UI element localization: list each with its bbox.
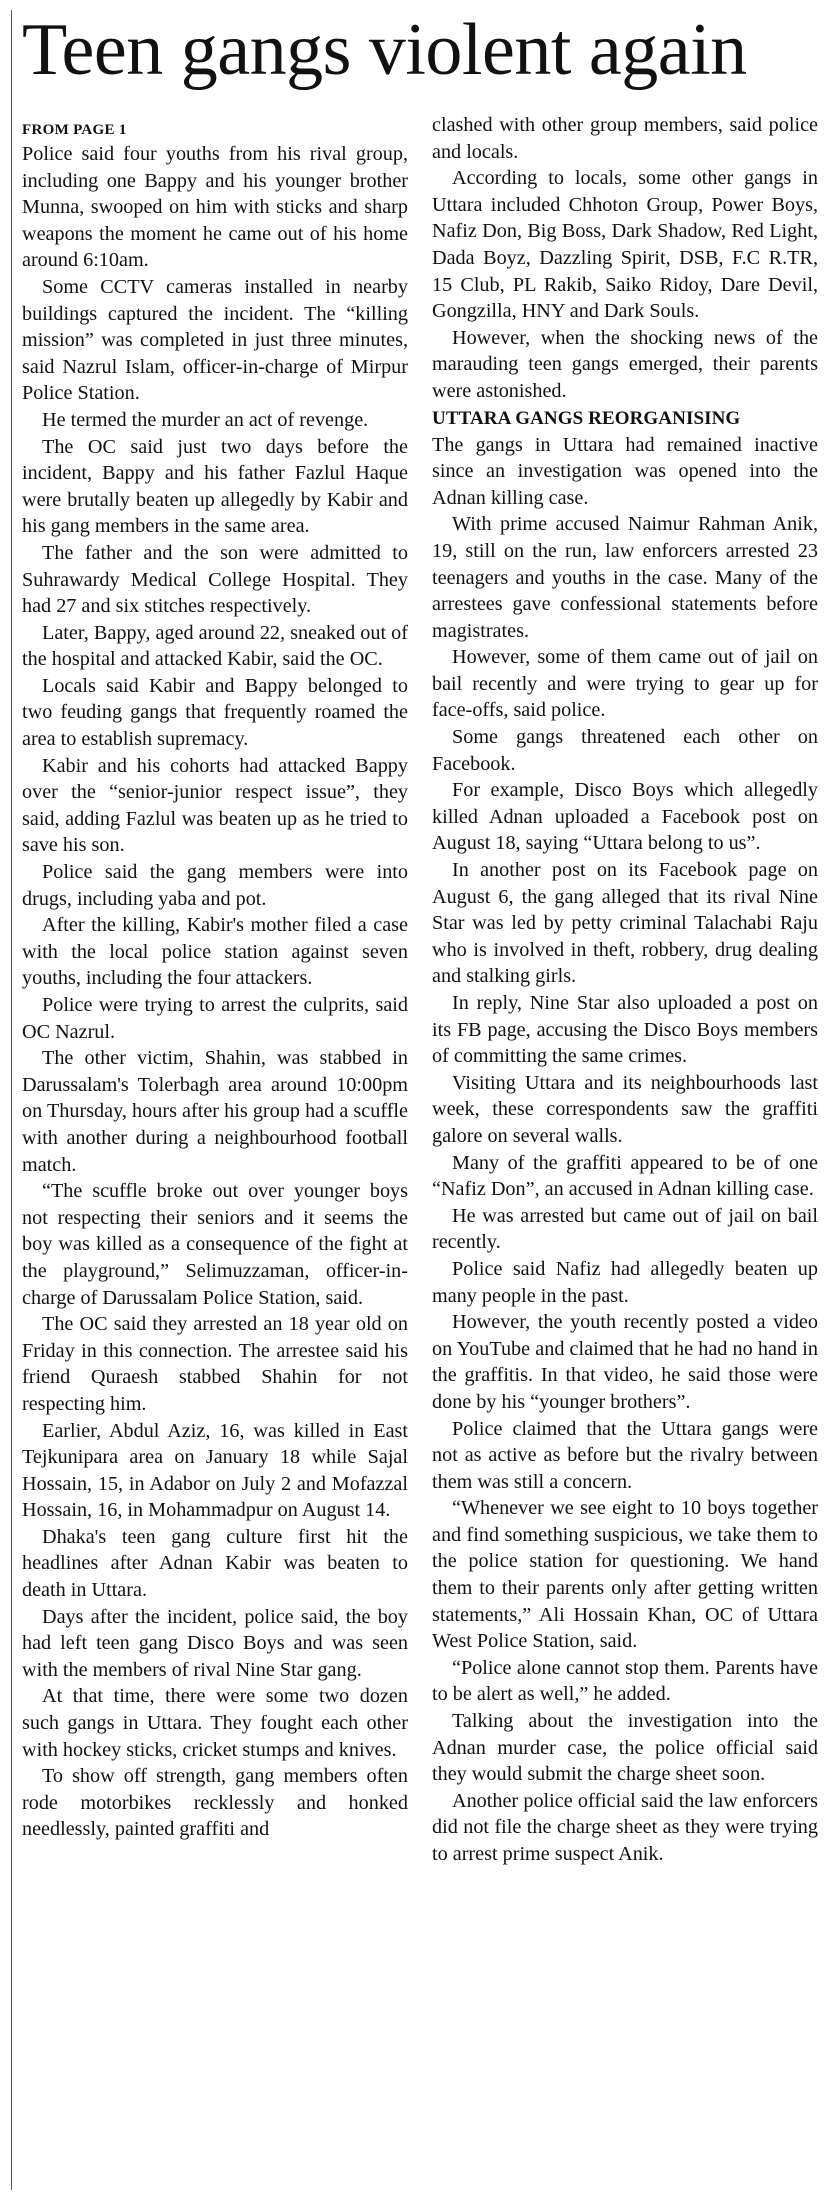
paragraph: Police claimed that the Uttara gangs were not as active as before but the rivalry between them was still a concern. xyxy=(432,1417,818,1493)
paragraph: clashed with other group members, said police and locals. xyxy=(432,114,818,163)
paragraph: He termed the murder an act of revenge. xyxy=(42,408,369,431)
paragraph: Some CCTV cameras installed in nearby buildings captured the incident. The “killing mission” was completed in just three minutes, said Nazrul Islam, officer-in-charge of Mirpur Police Station. xyxy=(22,275,408,405)
paragraph: According to locals, some other gangs in Uttara included Chhoton Group, Power Boys, Nafiz Don, Big Boss, Dark Shadow, Red Light, Dada Boyz, Dazzling Spirit, DSB, F.C R.TR, 15 Club, PL Rakib, Saiko Ridoy, Dare Devil, Gongzilla, HNY and Dark Souls. xyxy=(432,167,818,323)
paragraph: After the killing, Kabir's mother filed a case with the local police station against seven youths, including the four attackers. xyxy=(22,914,408,990)
paragraph: He was arrested but came out of jail on bail recently. xyxy=(432,1204,818,1254)
paragraph: With prime accused Naimur Rahman Anik, 19, still on the run, law enforcers arrested 23 teenagers and youths in the case. Many of the arrestees gave confessional statements before magistrates. xyxy=(432,513,818,642)
paragraph: In another post on its Facebook page on August 6, the gang alleged that its rival Nine Star was led by petty criminal Talachabi Raju who is involved in theft, robbery, drug dealing and stalking girls. xyxy=(432,859,818,988)
paragraph: Another police official said the law enforcers did not file the charge sheet as they were trying to arrest prime suspect Anik. xyxy=(432,1789,818,1865)
paragraph: Police said four youths from his rival group, including one Bappy and his younger brother Munna, swooped on him with sticks and sharp weapons the moment he came out of his home around 6:10am. xyxy=(22,143,408,272)
paragraph: Earlier, Abdul Aziz, 16, was killed in East Tejkunipara area on January 18 while Sajal Hossain, 15, in Adabor on July 2 and Mofazzal Hossain, 16, in Mohammadpur on August 14. xyxy=(22,1419,408,1522)
column-rule xyxy=(11,10,12,2190)
paragraph: The OC said just two days before the incident, Bappy and his father Fazlul Haque were brutally beaten up allegedly by Kabir and his gang members in the same area. xyxy=(22,435,408,538)
paragraph: In reply, Nine Star also uploaded a post on its FB page, accusing the Disco Boys members of committing the same crimes. xyxy=(432,992,818,1068)
paragraph: To show off strength, gang members often rode motorbikes recklessly and honked needlessly, painted graffiti and xyxy=(22,1765,408,1841)
paragraph: However, some of them came out of jail on bail recently and were trying to gear up for face-offs, said police. xyxy=(432,646,818,722)
section-subhead: UTTARA GANGS REORGANISING xyxy=(432,407,741,429)
paragraph: Police said Nafiz had allegedly beaten up many people in the past. xyxy=(432,1257,818,1307)
paragraph: “Police alone cannot stop them. Parents have to be alert as well,” he added. xyxy=(432,1656,818,1706)
paragraph: The OC said they arrested an 18 year old on Friday in this connection. The arrestee said his friend Quraesh stabbed Shahin for not respecting him. xyxy=(22,1313,408,1415)
left-column xyxy=(22,120,408,2190)
paragraph: The other victim, Shahin, was stabbed in Darussalam's Tolerbagh area around 10:00pm on Thursday, hours after his group had a scuffle with another during a neighbourhood football match. xyxy=(22,1047,408,1176)
paragraph: Many of the graffiti appeared to be of one “Nafiz Don”, an accused in Adnan killing case. xyxy=(432,1151,818,1201)
paragraph: Police said the gang members were into drugs, including yaba and pot. xyxy=(22,861,408,910)
paragraph: “Whenever we see eight to 10 boys together and find something suspicious, we take them to the police station for questioning. We hand them to their parents only after getting written statements,” Ali Hossain Khan, OC of Uttara West Police Station, said. xyxy=(432,1497,818,1653)
paragraph: However, when the shocking news of the marauding teen gangs emerged, their parents were astonished. xyxy=(432,326,818,402)
right-column xyxy=(432,112,818,2182)
paragraph: However, the youth recently posted a video on YouTube and claimed that he had no hand in the graffitis. In that video, he said those were done by his “younger brothers”. xyxy=(432,1311,818,1413)
paragraph: Talking about the investigation into the Adnan murder case, the police official said they would submit the charge sheet soon. xyxy=(432,1710,818,1786)
paragraph: Locals said Kabir and Bappy belonged to two feuding gangs that frequently roamed the area to establish supremacy. xyxy=(22,674,408,751)
paragraph: Days after the incident, police said, the boy had left teen gang Disco Boys and was seen with the members of rival Nine Star gang. xyxy=(22,1605,408,1681)
paragraph: At that time, there were some two dozen such gangs in Uttara. They fought each other with hockey sticks, cricket stumps and knives. xyxy=(22,1685,408,1761)
paragraph: Visiting Uttara and its neighbourhoods last week, these correspondents saw the graffiti galore on several walls. xyxy=(432,1071,818,1147)
paragraph: The father and the son were admitted to Suhrawardy Medical College Hospital. They had 27 and six stitches respectively. xyxy=(22,541,408,618)
headline: Teen gangs violent again xyxy=(22,9,747,91)
paragraph: Later, Bappy, aged around 22, sneaked out of the hospital and attacked Kabir, said the OC. xyxy=(22,621,408,671)
paragraph: Kabir and his cohorts had attacked Bappy over the “senior-junior respect issue”, they said, adding Fazlul was beaten up as he tried to save his son. xyxy=(22,754,408,857)
jump-kicker: FROM PAGE 1 xyxy=(22,122,127,138)
paragraph: The gangs in Uttara had remained inactive since an investigation was opened into the Adnan killing case. xyxy=(432,433,818,509)
article-body xyxy=(22,114,818,2190)
paragraph: “The scuffle broke out over younger boys not respecting their seniors and it seems the boy was killed as a consequence of the fight at the playground,” Selimuzzaman, officer-in-charge of Darussalam Police Station, said. xyxy=(22,1180,408,1309)
paragraph: Police were trying to arrest the culprits, said OC Nazrul. xyxy=(22,994,408,1043)
paragraph: For example, Disco Boys which allegedly killed Adnan uploaded a Facebook post on August 18, saying “Uttara belong to us”. xyxy=(432,779,818,855)
paragraph: Some gangs threatened each other on Facebook. xyxy=(432,726,818,775)
paragraph: Dhaka's teen gang culture first hit the headlines after Adnan Kabir was beaten to death in Uttara. xyxy=(22,1525,408,1602)
